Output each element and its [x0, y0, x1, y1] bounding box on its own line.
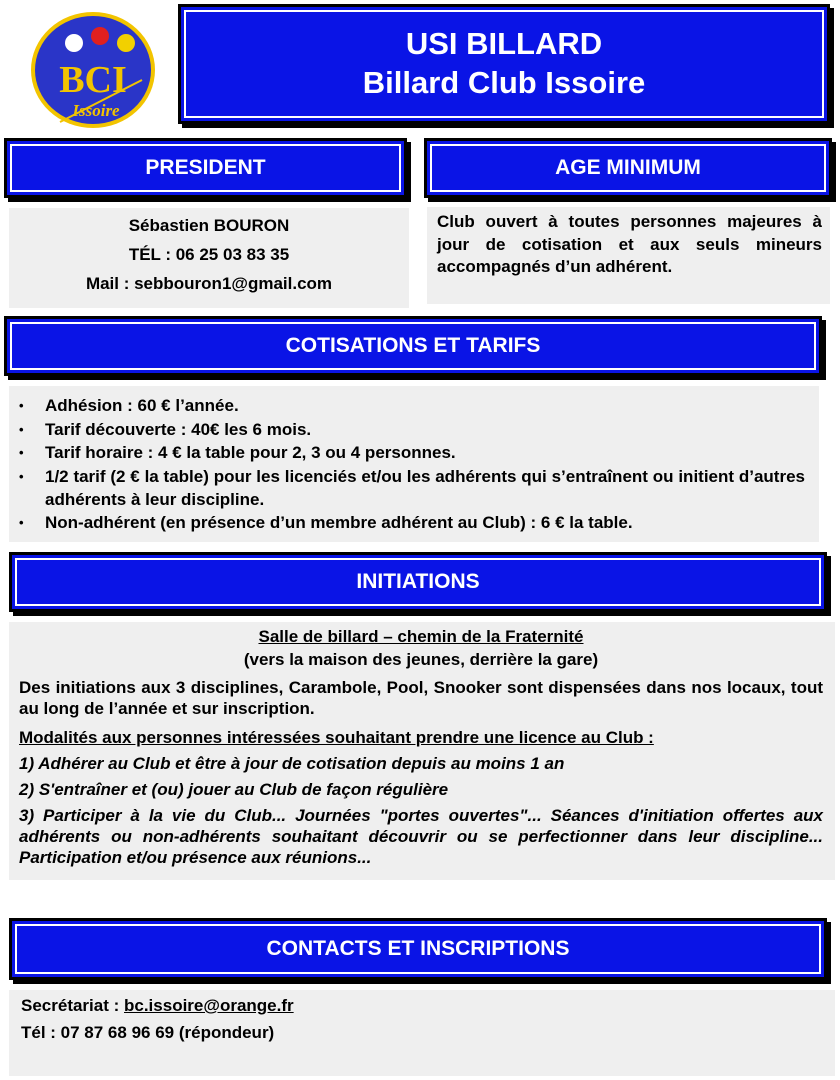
logo-sub-text: Issoire — [72, 101, 120, 120]
list-item: • Tarif découverte : 40€ les 6 mois. — [45, 418, 805, 442]
contacts-info — [9, 990, 835, 1076]
title-banner — [178, 4, 830, 124]
logo-main-text: BCI — [59, 59, 127, 101]
bci-logo-graphic — [30, 10, 160, 130]
president-banner — [4, 138, 407, 198]
initiations-location-sub: (vers la maison des jeunes, derrière la gare) — [243, 650, 599, 669]
white-ball-icon — [65, 34, 83, 52]
initiations-info — [9, 622, 835, 880]
president-heading: PRESIDENT — [145, 156, 266, 179]
modalite-step: 1) Adhérer au Club et être à jour de cotisation depuis au moins 1 an — [19, 754, 565, 773]
tarifs-banner — [4, 316, 822, 376]
age-text: Club ouvert à toutes personnes majeures à jour de cotisation et aux seuls mineurs accompagnés d’un adhérent. — [437, 212, 822, 276]
list-item: • Tarif horaire : 4 € la table pour 2, 3 ou 4 personnes. — [45, 441, 805, 465]
initiations-description: Des initiations aux 3 disciplines, Carambole, Pool, Snooker sont dispensées dans nos locaux, tout au long de l’année et sur inscription. — [19, 678, 823, 718]
contact-phone: Tél : 07 87 68 96 69 (répondeur) — [21, 1023, 275, 1042]
president-phone: TÉL : 06 25 03 83 35 — [128, 245, 290, 264]
red-ball-icon — [91, 27, 109, 45]
tarifs-list — [9, 386, 819, 542]
secretariat-email-link[interactable]: bc.issoire@orange.fr — [124, 996, 294, 1015]
age-heading: AGE MINIMUM — [555, 156, 701, 179]
secretariat-line — [21, 992, 823, 1019]
president-name: Sébastien BOURON — [128, 216, 290, 235]
list-item: • Adhésion : 60 € l’année. — [45, 394, 805, 418]
tarifs-heading: COTISATIONS ET TARIFS — [285, 334, 541, 357]
club-logo — [30, 10, 160, 130]
list-item: • 1/2 tarif (2 € la table) pour les licenciés et/ou les adhérents qui s’entraînent ou initient d’autres adhérents à leur discipline. — [45, 465, 805, 511]
president-info — [9, 208, 409, 308]
president-mail: Mail : sebbouron1@gmail.com — [85, 274, 333, 293]
modalites-title: Modalités aux personnes intéressées souhaitant prendre une licence au Club : — [19, 728, 654, 747]
initiations-heading: INITIATIONS — [356, 570, 480, 593]
contacts-heading: CONTACTS ET INSCRIPTIONS — [266, 937, 570, 960]
page-title: USI BILLARD — [405, 26, 603, 61]
secretariat-label: Secrétariat : — [21, 996, 124, 1015]
contacts-banner — [9, 918, 827, 980]
initiations-location: Salle de billard – chemin de la Fraternité — [258, 627, 584, 646]
page-subtitle: Billard Club Issoire — [362, 65, 646, 100]
age-banner — [424, 138, 832, 198]
modalite-step: 3) Participer à la vie du Club... Journées "portes ouvertes"... Séances d'initiation offertes aux adhérents ou non-adhérents souhaitant découvrir ou se perfectionner dans leur discipline... Participation et/ou présence aux réunions... — [19, 806, 823, 867]
yellow-ball-icon — [117, 34, 135, 52]
list-item: • Non-adhérent (en présence d’un membre adhérent au Club) : 6 € la table. — [45, 511, 805, 535]
initiations-banner — [9, 552, 827, 612]
age-info — [427, 207, 830, 304]
modalite-step: 2) S'entraîner et (ou) jouer au Club de façon régulière — [19, 780, 449, 799]
